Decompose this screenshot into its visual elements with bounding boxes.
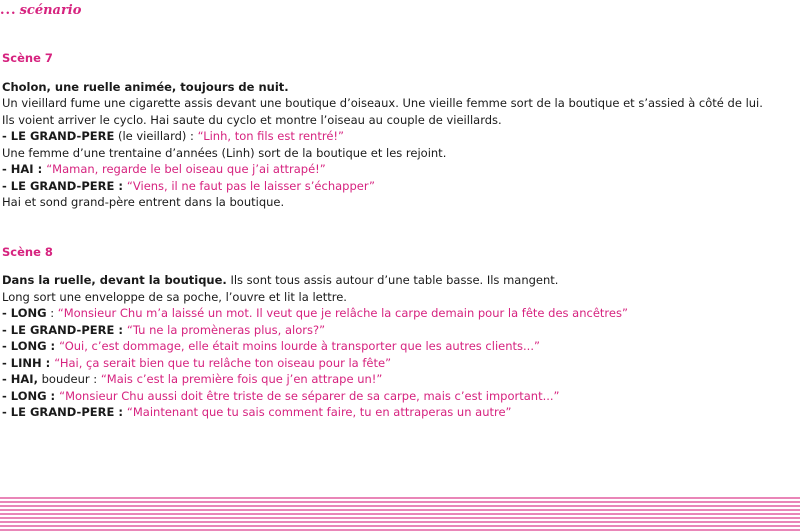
header-dots: ... <box>0 2 17 18</box>
dialogue-line <box>2 338 792 355</box>
speaker: - LONG : <box>2 339 60 353</box>
dialogue-text: “Viens, il ne faut pas le laisser s’échapper” <box>126 178 375 193</box>
dialogue-line <box>2 161 792 178</box>
dialogue-text: “Hai, ça serait bien que tu relâche ton oiseau pour la fête” <box>54 355 392 370</box>
scene-8 <box>2 244 792 421</box>
speaker-note: : <box>46 306 58 320</box>
scene-7 <box>2 50 792 211</box>
speaker-note: boudeur : <box>37 372 101 386</box>
stage-direction: Ils sont tous assis autour d’une table basse. Ils mangent. <box>226 273 559 287</box>
speaker: - HAI, <box>2 372 38 386</box>
script-content <box>2 50 792 454</box>
scene-heading: Dans la ruelle, devant la boutique. <box>2 273 227 287</box>
dialogue-text: “Oui, c’est dommage, elle était moins lourde à transporter que les autres clients...” <box>59 339 540 353</box>
dialogue-line <box>2 355 792 372</box>
speaker: - LE GRAND-PERE <box>2 129 115 143</box>
speaker: - LE GRAND-PERE : <box>2 178 127 193</box>
dialogue-text: “Monsieur Chu aussi doit être triste de se séparer de sa carpe, mais c’est important...” <box>59 388 560 403</box>
dialogue-text: “Maintenant que tu sais comment faire, tu en attraperas un autre” <box>126 405 512 419</box>
stage-direction: Une femme d’une trentaine d’années (Linh) sort de la boutique et les rejoint. <box>2 145 447 160</box>
speaker: - LE GRAND-PERE : <box>2 405 127 419</box>
dialogue-text: “Maman, regarde le bel oiseau que j’ai attrapé!” <box>46 162 326 176</box>
dialogue-text: “Linh, ton fils est rentré!” <box>197 129 344 143</box>
dialogue-line <box>2 128 792 145</box>
stage-direction: Hai et sond grand-père entrent dans la boutique. <box>2 195 285 209</box>
speaker: - LINH : <box>2 355 55 370</box>
dialogue-text: “Monsieur Chu m’a laissé un mot. Il veut que je relâche la carpe demain pour la fête des ancêtres” <box>57 306 628 320</box>
scene-title: Scène 7 <box>2 51 53 65</box>
header-title: scénario <box>19 2 82 18</box>
speaker: - LONG : <box>2 388 60 403</box>
speaker: - HAI : <box>2 162 47 176</box>
dialogue-line <box>2 178 792 195</box>
stage-direction: Long sort une enveloppe de sa poche, l’ouvre et lit la lettre. <box>2 289 347 304</box>
dialogue-line <box>2 371 792 388</box>
speaker-note: (le vieillard) : <box>114 129 198 143</box>
footer-stripes <box>0 497 800 531</box>
page-header <box>0 0 81 20</box>
dialogue-text: “Tu ne la promèneras plus, alors?” <box>126 322 326 337</box>
dialogue-line <box>2 305 792 322</box>
speaker: - LONG <box>2 306 47 320</box>
stage-direction: Un vieillard fume une cigarette assis devant une boutique d’oiseaux. Une vieille femme sort de la boutique et s’assied à côté de lui. <box>2 96 763 110</box>
dialogue-line <box>2 404 792 421</box>
scene-title: Scène 8 <box>2 244 53 259</box>
scene-heading: Cholon, une ruelle animée, toujours de nuit. <box>2 79 289 94</box>
dialogue-line <box>2 322 792 339</box>
dialogue-text: “Mais c’est la première fois que j’en attrape un!” <box>100 372 383 386</box>
speaker: - LE GRAND-PERE : <box>2 322 127 337</box>
stage-direction: Ils voient arriver le cyclo. Hai saute du cyclo et montre l’oiseau au couple de vieillards. <box>2 112 502 127</box>
dialogue-line <box>2 388 792 405</box>
scene-heading-line <box>2 272 792 289</box>
